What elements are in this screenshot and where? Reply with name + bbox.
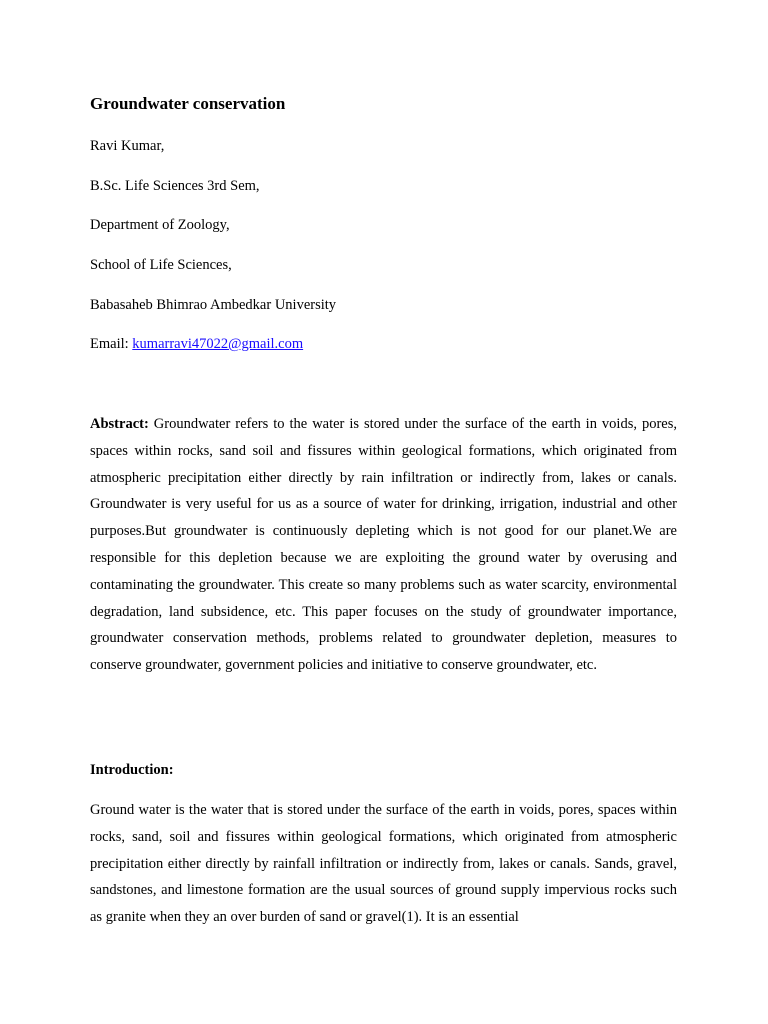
- email-link[interactable]: kumarravi47022@gmail.com: [132, 336, 304, 352]
- abstract-label: Abstract:: [90, 416, 149, 432]
- email-line: [90, 334, 303, 354]
- email-label: Email:: [90, 336, 133, 352]
- introduction-heading: Introduction:: [90, 762, 174, 778]
- author-department: Department of Zoology,: [90, 217, 230, 233]
- author-school: School of Life Sciences,: [90, 257, 232, 273]
- document-title: Groundwater conservation: [90, 94, 286, 113]
- abstract-paragraph: [90, 411, 677, 679]
- introduction-paragraph: Ground water is the water that is stored under the surface of the earth in voids, pores, spaces within rocks, sand, soil and fissures within geological formations, which originated from atmospheric precipitation either directly by rainfall infiltration or indirectly from, lakes or canals. Sands, gravel, sandstones, and limestone formation are the usual sources of ground supply impervious rocks such as granite when they an over burden of sand or gravel(1). It is an essential: [90, 802, 677, 926]
- author-name: Ravi Kumar,: [90, 138, 165, 154]
- author-university: Babasaheb Bhimrao Ambedkar University: [90, 297, 337, 313]
- author-program: B.Sc. Life Sciences 3rd Sem,: [90, 178, 260, 194]
- abstract-text: Groundwater refers to the water is stored under the surface of the earth in voids, pores, spaces within rocks, sand soil and fissures within geological formations, which originated from atmospheric precipitation either directly by rain infiltration or indirectly from, lakes or canals. Groundwater is very useful for us as a source of water for drinking, irrigation, industrial and other purposes.But groundwater is continuously depleting which is not good for our planet.We are responsible for this depletion because we are exploiting the ground water by overusing and contaminating the groundwater. This create so many problems such as water scarcity, environmental degradation, land subsidence, etc. This paper focuses on the study of groundwater importance, groundwater conservation methods, problems related to groundwater depletion, measures to conserve groundwater, government policies and initiative to conserve groundwater, etc.: [90, 416, 677, 674]
